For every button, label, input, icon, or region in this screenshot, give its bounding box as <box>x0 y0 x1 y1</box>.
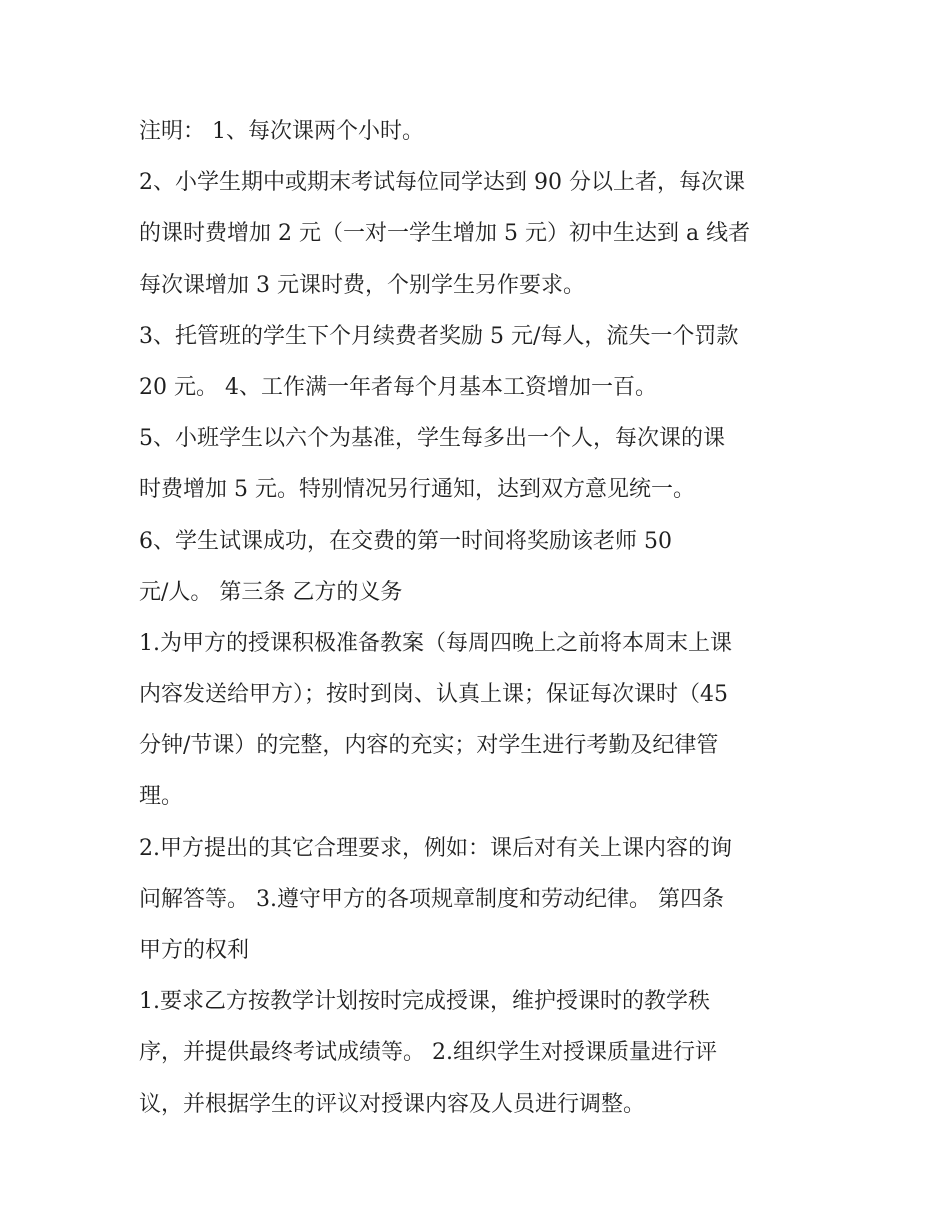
text-line: 理。 <box>139 784 184 810</box>
text-line: 序，并提供最终考试成绩等。 2.组织学生对授课质量进行评 <box>139 1040 717 1066</box>
text-line: 1.为甲方的授课积极准备教案（每周四晚上之前将本周末上课 <box>139 630 732 656</box>
text-line: 元/人。 第三条 乙方的义务 <box>139 579 403 605</box>
text-line: 注明： 1、每次课两个小时。 <box>139 119 424 144</box>
text-line: 分钟/节课）的完整，内容的充实；对学生进行考勤及纪律管 <box>139 733 719 759</box>
text-line: 内容发送给甲方）；按时到岗、认真上课；保证每次课时（45 <box>139 682 728 708</box>
text-line: 时费增加 5 元。特别情况另行通知，达到双方意见统一。 <box>139 477 695 503</box>
text-line: 5、小班学生以六个为基准，学生每多出一个人，每次课的课 <box>139 426 725 452</box>
text-line: 的课时费增加 2 元（一对一学生增加 5 元）初中生达到 a 线者 <box>139 221 751 247</box>
text-line: 2、小学生期中或期末考试每位同学达到 90 分以上者，每次课 <box>139 170 745 196</box>
text-line: 问解答等。 3.遵守甲方的各项规章制度和劳动纪律。 第四条 <box>139 886 724 912</box>
text-line: 3、托管班的学生下个月续费者奖励 5 元/每人，流失一个罚款 <box>139 323 739 349</box>
text-line: 1.要求乙方按教学计划按时完成授课，维护授课时的教学秩 <box>139 989 710 1015</box>
text-line: 每次课增加 3 元课时费，个别学生另作要求。 <box>139 272 585 298</box>
text-line: 甲方的权利 <box>139 938 250 963</box>
text-line: 6、学生试课成功，在交费的第一时间将奖励该老师 50 <box>139 528 672 554</box>
text-line: 2.甲方提出的其它合理要求，例如：课后对有关上课内容的询 <box>139 835 732 861</box>
text-line: 议，并根据学生的评议对授课内容及人员进行调整。 <box>139 1091 646 1117</box>
text-line: 20 元。 4、工作满一年者每个月基本工资增加一百。 <box>139 374 657 400</box>
document-body <box>139 106 819 1130</box>
